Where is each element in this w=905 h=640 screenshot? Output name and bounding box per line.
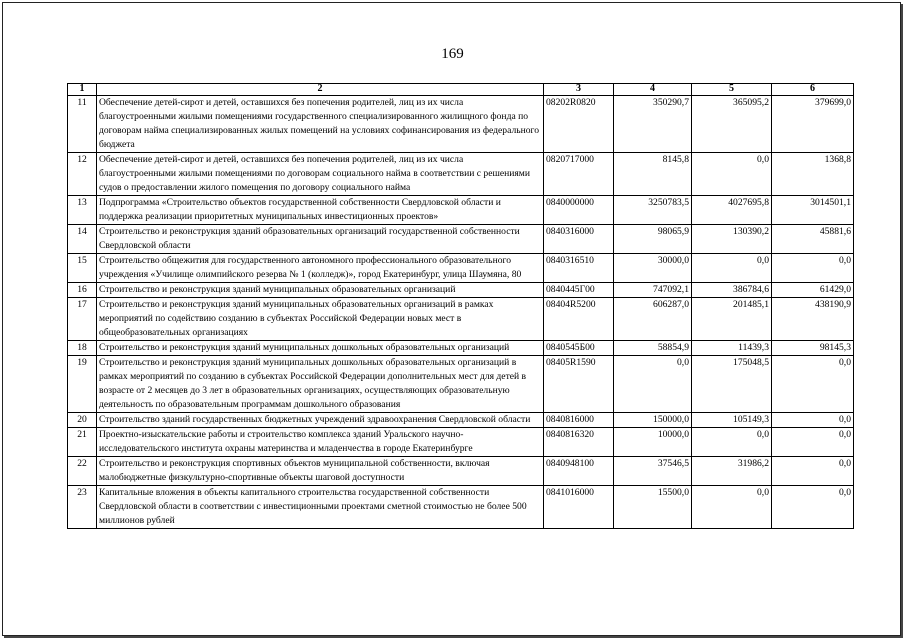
row-description: Строительство и реконструкция зданий муниципальных образовательных организаций bbox=[97, 283, 544, 298]
row-code: 0840000000 bbox=[544, 196, 614, 225]
row-description: Строительство и реконструкция зданий муниципальных дошкольных образовательных организаций в рамках мероприятий по созданию в субъектах Российской Федерации дополнительных мест для детей в возрасте от 2 месяцев до 3 лет в образовательных организациях, осуществляющих образовательную деятельность по образовательным программам дошкольного образования bbox=[97, 356, 544, 413]
table-body bbox=[68, 96, 854, 529]
row-value-col6: 0,0 bbox=[772, 254, 854, 283]
row-description: Строительство и реконструкция зданий образовательных организаций государственной собственности Свердловской области bbox=[97, 225, 544, 254]
row-description: Проектно-изыскательские работы и строительство комплекса зданий Уральского научно-исследовательского института охраны материнства и младенчества в городе Екатеринбурге bbox=[97, 428, 544, 457]
row-code: 08404R5200 bbox=[544, 298, 614, 341]
budget-table bbox=[67, 83, 854, 529]
row-value-col5: 130390,2 bbox=[692, 225, 772, 254]
row-value-col4: 606287,0 bbox=[614, 298, 692, 341]
row-value-col5: 4027695,8 bbox=[692, 196, 772, 225]
table-row bbox=[68, 254, 854, 283]
row-value-col5: 11439,3 bbox=[692, 341, 772, 356]
row-value-col6: 0,0 bbox=[772, 486, 854, 529]
row-value-col4: 58854,9 bbox=[614, 341, 692, 356]
row-description: Строительство и реконструкция зданий муниципальных дошкольных образовательных организаций bbox=[97, 341, 544, 356]
header-row bbox=[68, 84, 854, 96]
row-value-col6: 0,0 bbox=[772, 413, 854, 428]
row-description: Капитальные вложения в объекты капитального строительства государственной собственности Свердловской области в соответствии с инвестиционными проектами сметной стоимостью не более 500 миллионов рублей bbox=[97, 486, 544, 529]
row-number: 11 bbox=[68, 96, 97, 153]
row-value-col4: 0,0 bbox=[614, 356, 692, 413]
table-row bbox=[68, 356, 854, 413]
row-number: 14 bbox=[68, 225, 97, 254]
header-cell-3: 3 bbox=[544, 84, 614, 96]
table-row bbox=[68, 428, 854, 457]
row-code: 0840545Б00 bbox=[544, 341, 614, 356]
row-value-col5: 0,0 bbox=[692, 153, 772, 196]
row-code: 0840316000 bbox=[544, 225, 614, 254]
row-description: Подпрограмма «Строительство объектов государственной собственности Свердловской области и поддержка реализации приоритетных муниципальных инвестиционных проектов» bbox=[97, 196, 544, 225]
row-number: 12 bbox=[68, 153, 97, 196]
row-code: 0841016000 bbox=[544, 486, 614, 529]
row-value-col6: 1368,8 bbox=[772, 153, 854, 196]
row-value-col5: 0,0 bbox=[692, 486, 772, 529]
row-value-col4: 98065,9 bbox=[614, 225, 692, 254]
row-code: 0840445Г00 bbox=[544, 283, 614, 298]
row-code: 0820717000 bbox=[544, 153, 614, 196]
row-value-col6: 0,0 bbox=[772, 457, 854, 486]
table-row bbox=[68, 486, 854, 529]
row-number: 21 bbox=[68, 428, 97, 457]
row-value-col4: 3250783,5 bbox=[614, 196, 692, 225]
table-row bbox=[68, 341, 854, 356]
row-number: 20 bbox=[68, 413, 97, 428]
row-code: 0840948100 bbox=[544, 457, 614, 486]
row-description: Строительство и реконструкция спортивных объектов муниципальной собственности, включая малобюджетные физкультурно-спортивные объекты шаговой доступности bbox=[97, 457, 544, 486]
row-value-col4: 10000,0 bbox=[614, 428, 692, 457]
page-number: 169 bbox=[441, 46, 464, 62]
row-value-col6: 98145,3 bbox=[772, 341, 854, 356]
header-cell-6: 6 bbox=[772, 84, 854, 96]
table-row bbox=[68, 457, 854, 486]
header-cell-4: 4 bbox=[614, 84, 692, 96]
row-value-col5: 175048,5 bbox=[692, 356, 772, 413]
table-row bbox=[68, 298, 854, 341]
row-value-col5: 365095,2 bbox=[692, 96, 772, 153]
table-row bbox=[68, 153, 854, 196]
row-value-col5: 0,0 bbox=[692, 428, 772, 457]
row-code: 08405R1590 bbox=[544, 356, 614, 413]
row-description: Строительство и реконструкция зданий муниципальных образовательных организаций в рамках мероприятий по содействию созданию в субъектах Российской Федерации новых мест в общеобразовательных организациях bbox=[97, 298, 544, 341]
row-value-col4: 15500,0 bbox=[614, 486, 692, 529]
row-code: 08202R0820 bbox=[544, 96, 614, 153]
table-row bbox=[68, 96, 854, 153]
row-value-col4: 747092,1 bbox=[614, 283, 692, 298]
row-number: 18 bbox=[68, 341, 97, 356]
table-row bbox=[68, 225, 854, 254]
row-number: 23 bbox=[68, 486, 97, 529]
row-code: 0840816320 bbox=[544, 428, 614, 457]
row-value-col6: 379699,0 bbox=[772, 96, 854, 153]
row-value-col4: 37546,5 bbox=[614, 457, 692, 486]
row-value-col4: 150000,0 bbox=[614, 413, 692, 428]
row-number: 16 bbox=[68, 283, 97, 298]
row-value-col6: 45881,6 bbox=[772, 225, 854, 254]
row-number: 17 bbox=[68, 298, 97, 341]
row-value-col6: 0,0 bbox=[772, 428, 854, 457]
row-value-col5: 0,0 bbox=[692, 254, 772, 283]
row-description: Строительство зданий государственных бюджетных учреждений здравоохранения Свердловской области bbox=[97, 413, 544, 428]
header-cell-5: 5 bbox=[692, 84, 772, 96]
row-code: 0840816000 bbox=[544, 413, 614, 428]
header-cell-1: 1 bbox=[68, 84, 97, 96]
row-value-col6: 3014501,1 bbox=[772, 196, 854, 225]
row-number: 13 bbox=[68, 196, 97, 225]
row-value-col4: 8145,8 bbox=[614, 153, 692, 196]
row-value-col6: 438190,9 bbox=[772, 298, 854, 341]
row-description: Обеспечение детей-сирот и детей, оставшихся без попечения родителей, лиц из их числа благоустроенными жилыми помещениями по договорам социального найма в соответствии с решениями судов о предоставлении жилого помещения по договору социального найма bbox=[97, 153, 544, 196]
row-value-col5: 105149,3 bbox=[692, 413, 772, 428]
header-cell-2: 2 bbox=[97, 84, 544, 96]
row-number: 19 bbox=[68, 356, 97, 413]
row-code: 0840316510 bbox=[544, 254, 614, 283]
row-value-col6: 61429,0 bbox=[772, 283, 854, 298]
table-row bbox=[68, 196, 854, 225]
row-value-col6: 0,0 bbox=[772, 356, 854, 413]
row-value-col5: 386784,6 bbox=[692, 283, 772, 298]
row-number: 15 bbox=[68, 254, 97, 283]
row-value-col4: 30000,0 bbox=[614, 254, 692, 283]
row-value-col5: 201485,1 bbox=[692, 298, 772, 341]
table-row bbox=[68, 283, 854, 298]
table-row bbox=[68, 413, 854, 428]
row-value-col4: 350290,7 bbox=[614, 96, 692, 153]
row-description: Строительство общежития для государственного автономного профессионального образовательного учреждения «Училище олимпийского резерва № 1 (колледж)», город Екатеринбург, улица Шаумяна, 80 bbox=[97, 254, 544, 283]
row-description: Обеспечение детей-сирот и детей, оставшихся без попечения родителей, лиц из их числа благоустроенными жилыми помещениями государственного специализированного жилищного фонда по договорам найма специализированных жилых помещений на условиях софинансирования из федерального бюджета bbox=[97, 96, 544, 153]
row-number: 22 bbox=[68, 457, 97, 486]
row-value-col5: 31986,2 bbox=[692, 457, 772, 486]
